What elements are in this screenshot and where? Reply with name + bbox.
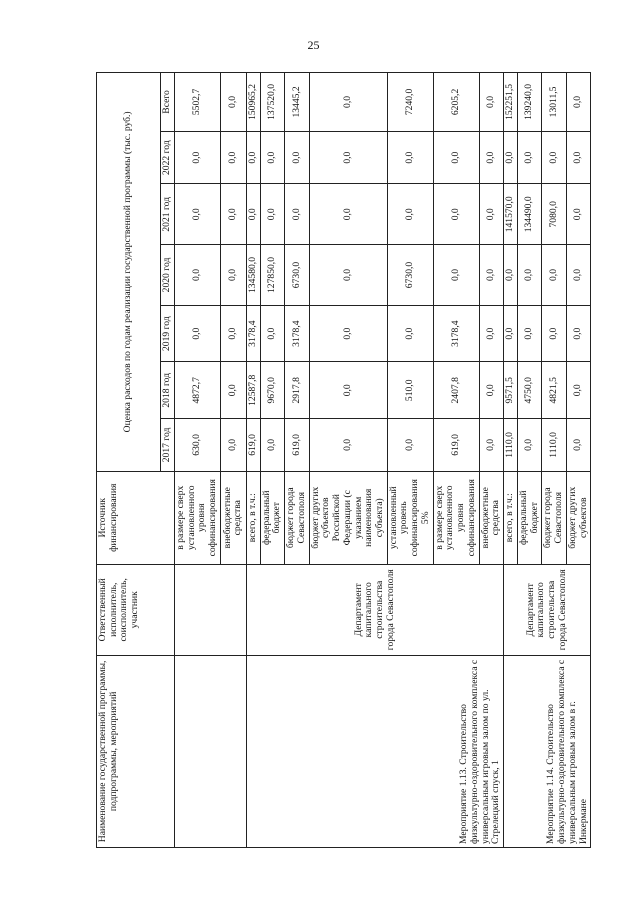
source-cell: в размере сверх установленного уровня софинансирования — [433, 471, 479, 564]
value-cell: 1110,0 — [542, 419, 566, 472]
value-cell: 3178,4 — [285, 305, 309, 362]
value-cell: 4750,0 — [517, 362, 541, 419]
value-cell: 134490,0 — [517, 184, 541, 245]
value-cell: 0,0 — [504, 245, 518, 306]
header-estimate: Оценка расходов по годам реализации государственной программы (тыс. руб.) — [97, 73, 161, 472]
header-year: 2021 год — [161, 184, 175, 245]
value-cell: 0,0 — [566, 131, 590, 184]
value-cell: 630,0 — [175, 419, 221, 472]
value-cell: 12587,8 — [246, 362, 260, 419]
value-cell: 7080,0 — [542, 184, 566, 245]
value-cell: 6730,0 — [285, 245, 309, 306]
value-cell: 0,0 — [517, 245, 541, 306]
value-cell: 0,0 — [566, 305, 590, 362]
value-cell: 0,0 — [387, 305, 433, 362]
value-cell: 0,0 — [285, 184, 309, 245]
total-cell: 0,0 — [566, 73, 590, 132]
source-cell: всего, в т.ч.: — [504, 471, 518, 564]
value-cell: 619,0 — [433, 419, 479, 472]
header-year: 2022 год — [161, 131, 175, 184]
value-cell: 0,0 — [542, 131, 566, 184]
value-cell: 0,0 — [433, 245, 479, 306]
value-cell: 0,0 — [260, 419, 284, 472]
value-cell: 127850,0 — [260, 245, 284, 306]
source-cell: внебюджетные средства — [479, 471, 503, 564]
value-cell: 0,0 — [479, 245, 503, 306]
value-cell: 0,0 — [566, 245, 590, 306]
executor-cell-empty — [175, 564, 247, 655]
value-cell: 4872,7 — [175, 362, 221, 419]
value-cell: 0,0 — [566, 362, 590, 419]
total-cell: 0,0 — [479, 73, 503, 132]
value-cell: 0,0 — [433, 131, 479, 184]
budget-table — [96, 72, 591, 848]
source-cell: в размере сверх установленного уровня софинансирования — [175, 471, 221, 564]
value-cell: 0,0 — [175, 245, 221, 306]
value-cell: 0,0 — [479, 131, 503, 184]
value-cell: 0,0 — [175, 184, 221, 245]
source-cell: бюджет других субъектов — [566, 471, 590, 564]
value-cell: 0,0 — [309, 245, 387, 306]
total-cell: 5502,7 — [175, 73, 221, 132]
value-cell: 9571,5 — [504, 362, 518, 419]
total-cell: 13011,5 — [542, 73, 566, 132]
value-cell: 0,0 — [479, 305, 503, 362]
value-cell: 0,0 — [504, 131, 518, 184]
value-cell: 9670,0 — [260, 362, 284, 419]
value-cell: 0,0 — [285, 131, 309, 184]
value-cell: 0,0 — [387, 419, 433, 472]
value-cell: 0,0 — [517, 305, 541, 362]
total-cell: 13445,2 — [285, 73, 309, 132]
source-cell: федеральный бюджет — [517, 471, 541, 564]
value-cell: 3178,4 — [433, 305, 479, 362]
value-cell: 4821,5 — [542, 362, 566, 419]
value-cell: 2917,8 — [285, 362, 309, 419]
value-cell: 6730,0 — [387, 245, 433, 306]
total-cell: 6205,2 — [433, 73, 479, 132]
measure-executor: Департамент капитального строительства города Севастополя — [504, 564, 591, 655]
value-cell: 0,0 — [175, 131, 221, 184]
value-cell: 0,0 — [433, 184, 479, 245]
value-cell: 619,0 — [285, 419, 309, 472]
source-cell: внебюджетные средства — [220, 471, 246, 564]
value-cell: 0,0 — [220, 305, 246, 362]
value-cell: 0,0 — [220, 131, 246, 184]
value-cell: 0,0 — [566, 184, 590, 245]
value-cell: 0,0 — [504, 305, 518, 362]
value-cell: 0,0 — [175, 305, 221, 362]
source-cell: федеральный бюджет — [260, 471, 284, 564]
value-cell: 0,0 — [517, 131, 541, 184]
total-cell: 152251,5 — [504, 73, 518, 132]
measure-executor: Департамент капитального строительства города Севастополя — [246, 564, 503, 655]
value-cell: 0,0 — [479, 184, 503, 245]
value-cell: 0,0 — [309, 362, 387, 419]
source-cell: бюджет других субъектов Российской Федерации (с указанием наименования субъекта) — [309, 471, 387, 564]
value-cell: 510,0 — [387, 362, 433, 419]
source-cell: бюджет города Севастополя — [285, 471, 309, 564]
total-cell: 0,0 — [309, 73, 387, 132]
value-cell: 0,0 — [387, 131, 433, 184]
header-source: Источник финансирования — [97, 471, 175, 564]
value-cell: 0,0 — [479, 419, 503, 472]
value-cell: 0,0 — [220, 184, 246, 245]
value-cell: 0,0 — [309, 184, 387, 245]
value-cell: 0,0 — [260, 305, 284, 362]
value-cell: 0,0 — [387, 184, 433, 245]
header-year: 2018 год — [161, 362, 175, 419]
total-cell: 139240,0 — [517, 73, 541, 132]
header-year: 2017 год — [161, 419, 175, 472]
total-cell: 137520,0 — [260, 73, 284, 132]
header-total: Всего — [161, 73, 175, 132]
value-cell: 0,0 — [542, 305, 566, 362]
value-cell: 0,0 — [220, 245, 246, 306]
rotated-table-container — [96, 72, 589, 848]
value-cell: 0,0 — [260, 131, 284, 184]
measure-name: Мероприятие 1.13. Строительство физкультурно-оздоровительного комплекса с универсальным игровым залом по ул. Стрелецкий спуск, 1 — [246, 655, 503, 847]
value-cell: 0,0 — [309, 419, 387, 472]
value-cell: 0,0 — [220, 419, 246, 472]
source-cell: установленный уровень софинансирования 5% — [387, 471, 433, 564]
value-cell: 0,0 — [246, 131, 260, 184]
value-cell: 2407,8 — [433, 362, 479, 419]
value-cell: 0,0 — [246, 184, 260, 245]
header-year: 2019 год — [161, 305, 175, 362]
header-row — [97, 73, 161, 848]
value-cell: 0,0 — [309, 131, 387, 184]
page-number: 25 — [307, 38, 320, 52]
source-cell: бюджет города Севастополя — [542, 471, 566, 564]
header-name: Наименование государственной программы, подпрограммы, мероприятий — [97, 655, 175, 847]
table-row — [175, 73, 221, 848]
value-cell: 134580,0 — [246, 245, 260, 306]
value-cell: 0,0 — [309, 305, 387, 362]
source-cell: всего, в т.ч.: — [246, 471, 260, 564]
measure-name: Мероприятие 1.14. Строительство физкультурно-оздоровительного комплекса с универсальным игровым залом в г. Инкермане — [504, 655, 591, 847]
value-cell: 3178,4 — [246, 305, 260, 362]
value-cell: 0,0 — [260, 184, 284, 245]
value-cell: 0,0 — [479, 362, 503, 419]
value-cell: 0,0 — [542, 245, 566, 306]
value-cell: 0,0 — [566, 419, 590, 472]
table-row — [504, 73, 518, 848]
value-cell: 141570,0 — [504, 184, 518, 245]
value-cell: 0,0 — [220, 362, 246, 419]
header-executor: Ответственный исполнитель, соисполнитель, участник — [97, 564, 175, 655]
name-cell-empty — [175, 655, 247, 847]
total-cell: 7240,0 — [387, 73, 433, 132]
total-cell: 0,0 — [220, 73, 246, 132]
value-cell: 0,0 — [517, 419, 541, 472]
total-cell: 150965,2 — [246, 73, 260, 132]
table-row — [246, 73, 260, 848]
value-cell: 619,0 — [246, 419, 260, 472]
value-cell: 1110,0 — [504, 419, 518, 472]
header-year: 2020 год — [161, 245, 175, 306]
